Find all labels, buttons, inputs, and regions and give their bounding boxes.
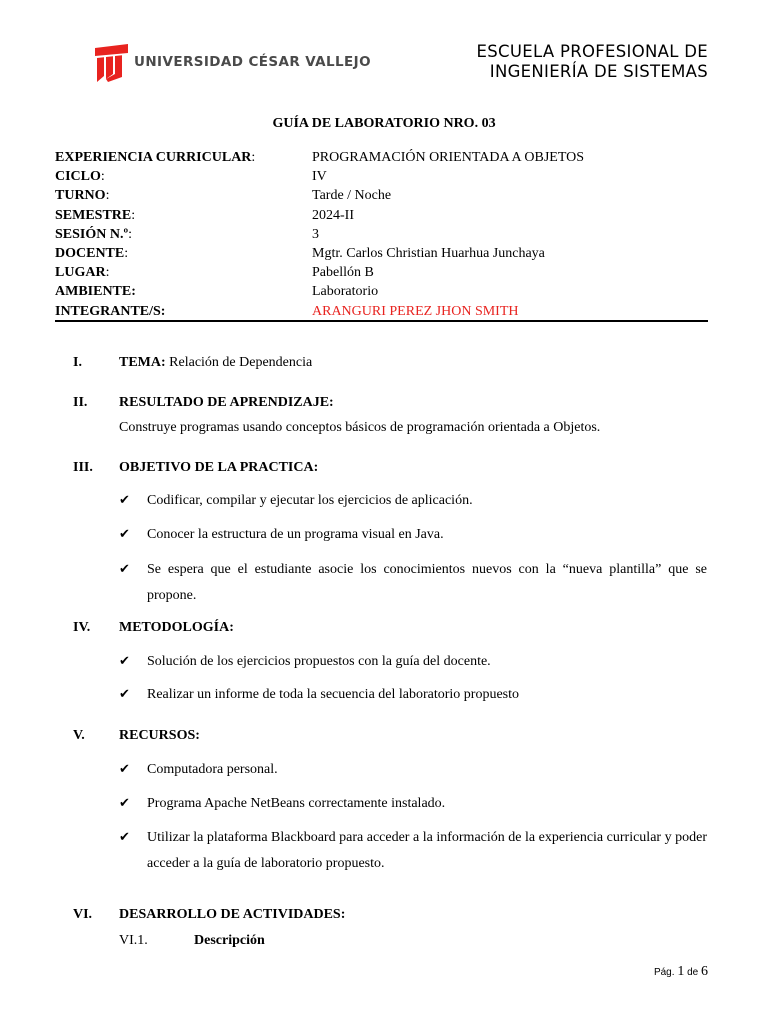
list-item: ✔ Programa Apache NetBeans correctamente instalado. (119, 791, 707, 817)
info-label: SESIÓN N.º: (55, 226, 132, 242)
checkmark-icon: ✔ (119, 562, 130, 577)
university-name: UNIVERSIDAD CÉSAR VALLEJO (134, 54, 371, 70)
info-label: EXPERIENCIA CURRICULAR: (55, 150, 256, 165)
ucv-emblem-icon (94, 44, 130, 84)
info-row (55, 263, 708, 282)
checkmark-icon: ✔ (119, 762, 130, 777)
divider (55, 320, 708, 322)
info-value: 3 (312, 226, 319, 242)
section-number: I. (73, 355, 82, 370)
info-value: Mgtr. Carlos Christian Huarhua Junchaya (312, 245, 545, 261)
list-item: ✔ Solución de los ejercicios propuestos con la guía del docente. (119, 649, 707, 675)
checkmark-icon: ✔ (119, 527, 130, 542)
school-line-1: ESCUELA PROFESIONAL DE (476, 42, 708, 61)
subsection-title: Descripción (194, 933, 265, 948)
checkmark-icon: ✔ (119, 493, 130, 508)
info-label: AMBIENTE: (55, 284, 136, 300)
university-logo (94, 44, 371, 84)
section-heading: TEMA: Relación de Dependencia (119, 355, 313, 370)
list-item: ✔ Computadora personal. (119, 757, 707, 783)
info-row (55, 244, 708, 263)
checkmark-icon: ✔ (119, 687, 130, 702)
info-row (55, 302, 708, 321)
school-line-2: INGENIERÍA DE SISTEMAS (489, 62, 708, 81)
section-heading: DESARROLLO DE ACTIVIDADES: (119, 907, 346, 922)
info-label: CICLO: (55, 169, 105, 185)
info-label: INTEGRANTE/S: (55, 303, 166, 319)
list-item: ✔ Utilizar la plataforma Blackboard para acceder a la información de la experiencia curricular y poder acceder a la guía de laboratorio propuesto. (119, 825, 707, 876)
section-number: II. (73, 395, 88, 410)
info-value: Pabellón B (312, 265, 374, 281)
checkmark-icon: ✔ (119, 830, 130, 845)
info-row (55, 206, 708, 225)
info-label: SEMESTRE: (55, 207, 136, 223)
section-heading: OBJETIVO DE LA PRACTICA: (119, 460, 319, 475)
list-item: ✔ Se espera que el estudiante asocie los conocimientos nuevos con la “nueva plantilla” que se propone. (119, 557, 707, 608)
info-label: DOCENTE: (55, 245, 129, 261)
subsection-number: VI.1. (119, 933, 148, 948)
info-value: Laboratorio (312, 284, 379, 300)
section-number: III. (73, 460, 93, 475)
info-value: IV (312, 169, 327, 185)
section-heading: RECURSOS: (119, 728, 200, 743)
list-item: ✔ Conocer la estructura de un programa visual en Java. (119, 522, 707, 548)
section-number: V. (73, 728, 85, 743)
page-number: Pág. 1 de 6 (653, 964, 708, 979)
school-name (477, 42, 708, 82)
document-title: GUÍA DE LABORATORIO NRO. 03 (272, 116, 496, 131)
info-value: Tarde / Noche (312, 188, 392, 204)
section-number: IV. (73, 620, 91, 635)
info-row (55, 282, 708, 301)
checkmark-icon: ✔ (119, 654, 130, 669)
info-row (55, 186, 708, 205)
list-item: ✔ Codificar, compilar y ejecutar los ejercicios de aplicación. (119, 488, 707, 514)
info-value-student: ARANGURI PEREZ JHON SMITH (312, 303, 519, 319)
info-value: 2024-II (312, 207, 354, 223)
info-table (55, 148, 708, 321)
info-value: PROGRAMACIÓN ORIENTADA A OBJETOS (312, 150, 585, 165)
list-item: ✔ Realizar un informe de toda la secuencia del laboratorio propuesto (119, 682, 707, 708)
section-heading: METODOLOGÍA: (119, 620, 234, 635)
info-row (55, 167, 708, 186)
section-number: VI. (73, 907, 93, 922)
section-paragraph: Construye programas usando conceptos básicos de programación orientada a Objetos. (119, 420, 601, 435)
section-heading: RESULTADO DE APRENDIZAJE: (119, 395, 334, 410)
info-row (55, 148, 708, 167)
checkmark-icon: ✔ (119, 796, 130, 811)
info-row (55, 225, 708, 244)
info-label: LUGAR: (55, 265, 110, 281)
info-label: TURNO: (55, 188, 110, 204)
